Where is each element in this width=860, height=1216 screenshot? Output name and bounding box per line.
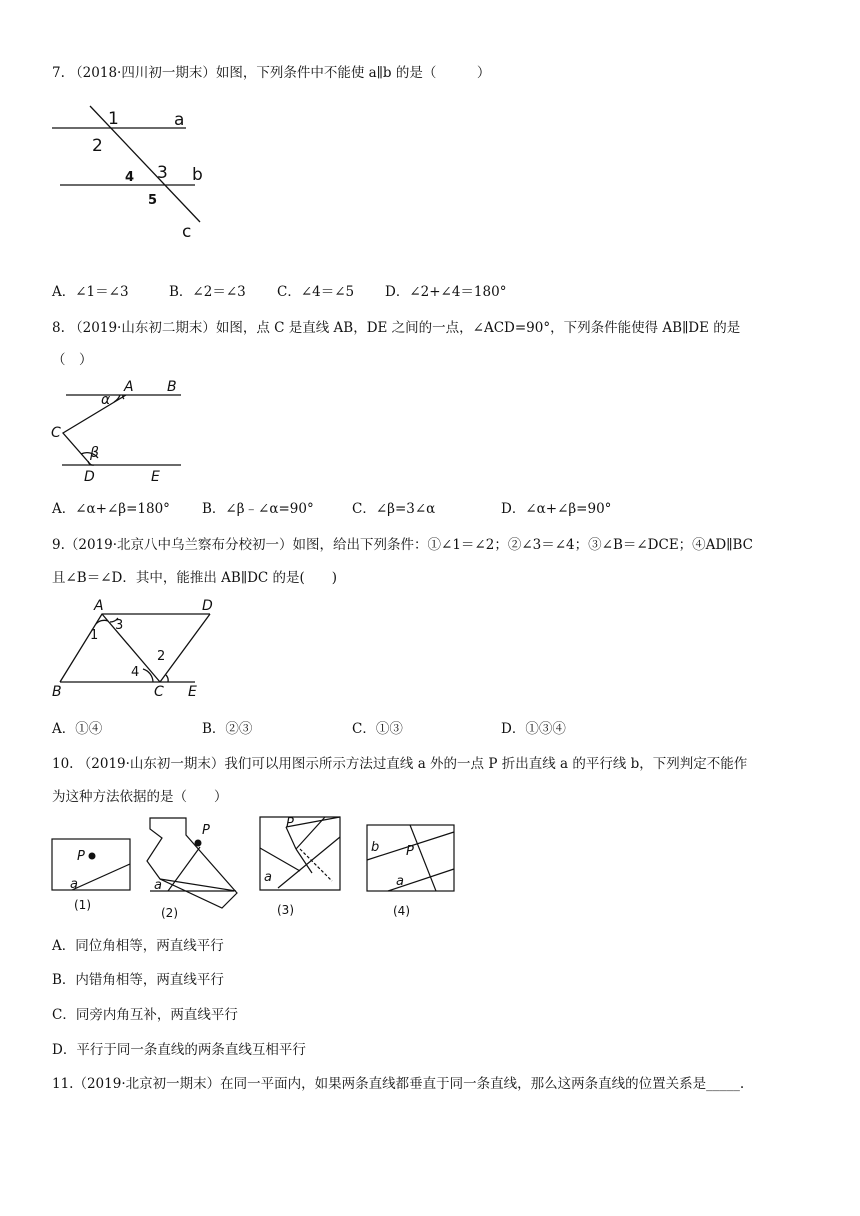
q7-option-d[interactable]: D．∠2+∠4＝180°	[385, 284, 507, 300]
q7-label-b: b	[192, 165, 203, 185]
q8-option-a[interactable]: A．∠α+∠β=180°	[52, 501, 170, 517]
q10-option-b[interactable]: B．内错角相等，两直线平行	[52, 972, 224, 988]
q10-fig2-label-a: a	[154, 878, 162, 893]
q7-label-1: 1	[108, 109, 119, 129]
q9-label-D: D	[202, 598, 213, 614]
q7-label-5: 5	[148, 193, 158, 208]
q8-label-beta: β	[90, 445, 99, 461]
q10-fig4-label-P: P	[406, 844, 414, 859]
q9-label-A: A	[94, 598, 104, 614]
q9-stem-line1: 9.（2019·北京八中乌兰察布分校初一）如图，给出下列条件：①∠1＝∠2；②∠3＝∠4；③∠B＝∠DCE；④AD∥BC	[52, 537, 753, 553]
q7-option-b[interactable]: B．∠2＝∠3	[169, 284, 246, 300]
q10-fig1-label-P: P	[77, 849, 85, 864]
q10-fig4-label-a: a	[396, 874, 404, 889]
q7-stem: 7. （2018·四川初一期末）如图，下列条件中不能使 a∥b 的是（ ）	[52, 65, 491, 81]
q10-stem-line1: 10. （2019·山东初一期末）我们可以用图示所示方法过直线 a 外的一点 P 折出直线 a 的平行线 b，下列判定不能作	[52, 756, 748, 772]
q8-label-D: D	[84, 469, 95, 485]
q8-label-A: A	[124, 379, 134, 395]
q8-stem-line1: 8. （2019·山东初二期末）如图，点 C 是直线 AB，DE 之间的一点，∠ACD=90°，下列条件能使得 AB∥DE 的是	[52, 320, 741, 336]
q8-option-c[interactable]: C．∠β=3∠α	[352, 501, 436, 517]
q10-caption-3: (3)	[277, 903, 294, 917]
q10-fig2-label-P: P	[202, 823, 210, 838]
q8-label-C: C	[51, 425, 61, 441]
q10-fig3-label-P: P	[286, 816, 294, 831]
q9-option-c[interactable]: C．①③	[352, 721, 403, 737]
q8-stem-line2: （ ）	[52, 352, 93, 368]
q8-label-B: B	[167, 379, 177, 395]
q9-option-d[interactable]: D．①③④	[501, 721, 566, 737]
q7-label-4: 4	[125, 170, 135, 185]
q7-label-c: c	[182, 222, 192, 242]
q10-fig4-label-b: b	[371, 840, 380, 855]
q9-options	[52, 717, 566, 737]
q7-option-a[interactable]: A．∠1＝∠3	[52, 284, 129, 300]
q9-option-a[interactable]: A．①④	[52, 721, 103, 737]
q8-options	[52, 497, 611, 517]
q10-caption-4: (4)	[393, 904, 410, 918]
q7-label-2: 2	[92, 136, 103, 156]
q9-label-2: 2	[157, 649, 166, 664]
q9-label-1: 1	[90, 628, 99, 643]
q10-option-d[interactable]: D．平行于同一条直线的两条直线互相平行	[52, 1042, 306, 1058]
q7-figure	[50, 100, 220, 245]
q7-option-c[interactable]: C．∠4＝∠5	[277, 284, 355, 300]
q10-figure	[50, 815, 460, 925]
q10-fig1-label-a: a	[70, 877, 78, 892]
q9-label-E: E	[188, 684, 197, 700]
q7-options	[52, 280, 506, 300]
q7-label-3: 3	[157, 163, 168, 183]
q7-label-a: a	[174, 110, 185, 130]
q10-caption-2: (2)	[161, 906, 178, 920]
q10-option-a[interactable]: A．同位角相等，两直线平行	[52, 938, 224, 954]
q10-stem-line2: 为这种方法依据的是（ ）	[52, 789, 228, 805]
q9-figure	[50, 596, 215, 698]
q10-fig3-label-a: a	[264, 870, 272, 885]
q9-label-4: 4	[131, 665, 140, 680]
q8-label-E: E	[151, 469, 160, 485]
q9-label-B: B	[52, 684, 62, 700]
q8-option-d[interactable]: D．∠α+∠β=90°	[501, 501, 612, 517]
q9-label-C: C	[154, 684, 164, 700]
q11-stem: 11.（2019·北京初一期末）在同一平面内，如果两条直线都垂直于同一条直线，那么这两条直线的位置关系是_____.	[52, 1076, 745, 1092]
q10-option-c[interactable]: C．同旁内角互补，两直线平行	[52, 1007, 238, 1023]
q9-stem-line2: 且∠B＝∠D．其中，能推出 AB∥DC 的是( )	[52, 570, 338, 586]
q8-label-alpha: α	[101, 392, 111, 408]
q9-option-b[interactable]: B．②③	[202, 721, 253, 737]
q10-caption-1: (1)	[74, 898, 91, 912]
q8-figure	[48, 375, 193, 485]
q9-label-3: 3	[115, 618, 124, 633]
q8-option-b[interactable]: B．∠β﹣∠α=90°	[202, 501, 314, 517]
